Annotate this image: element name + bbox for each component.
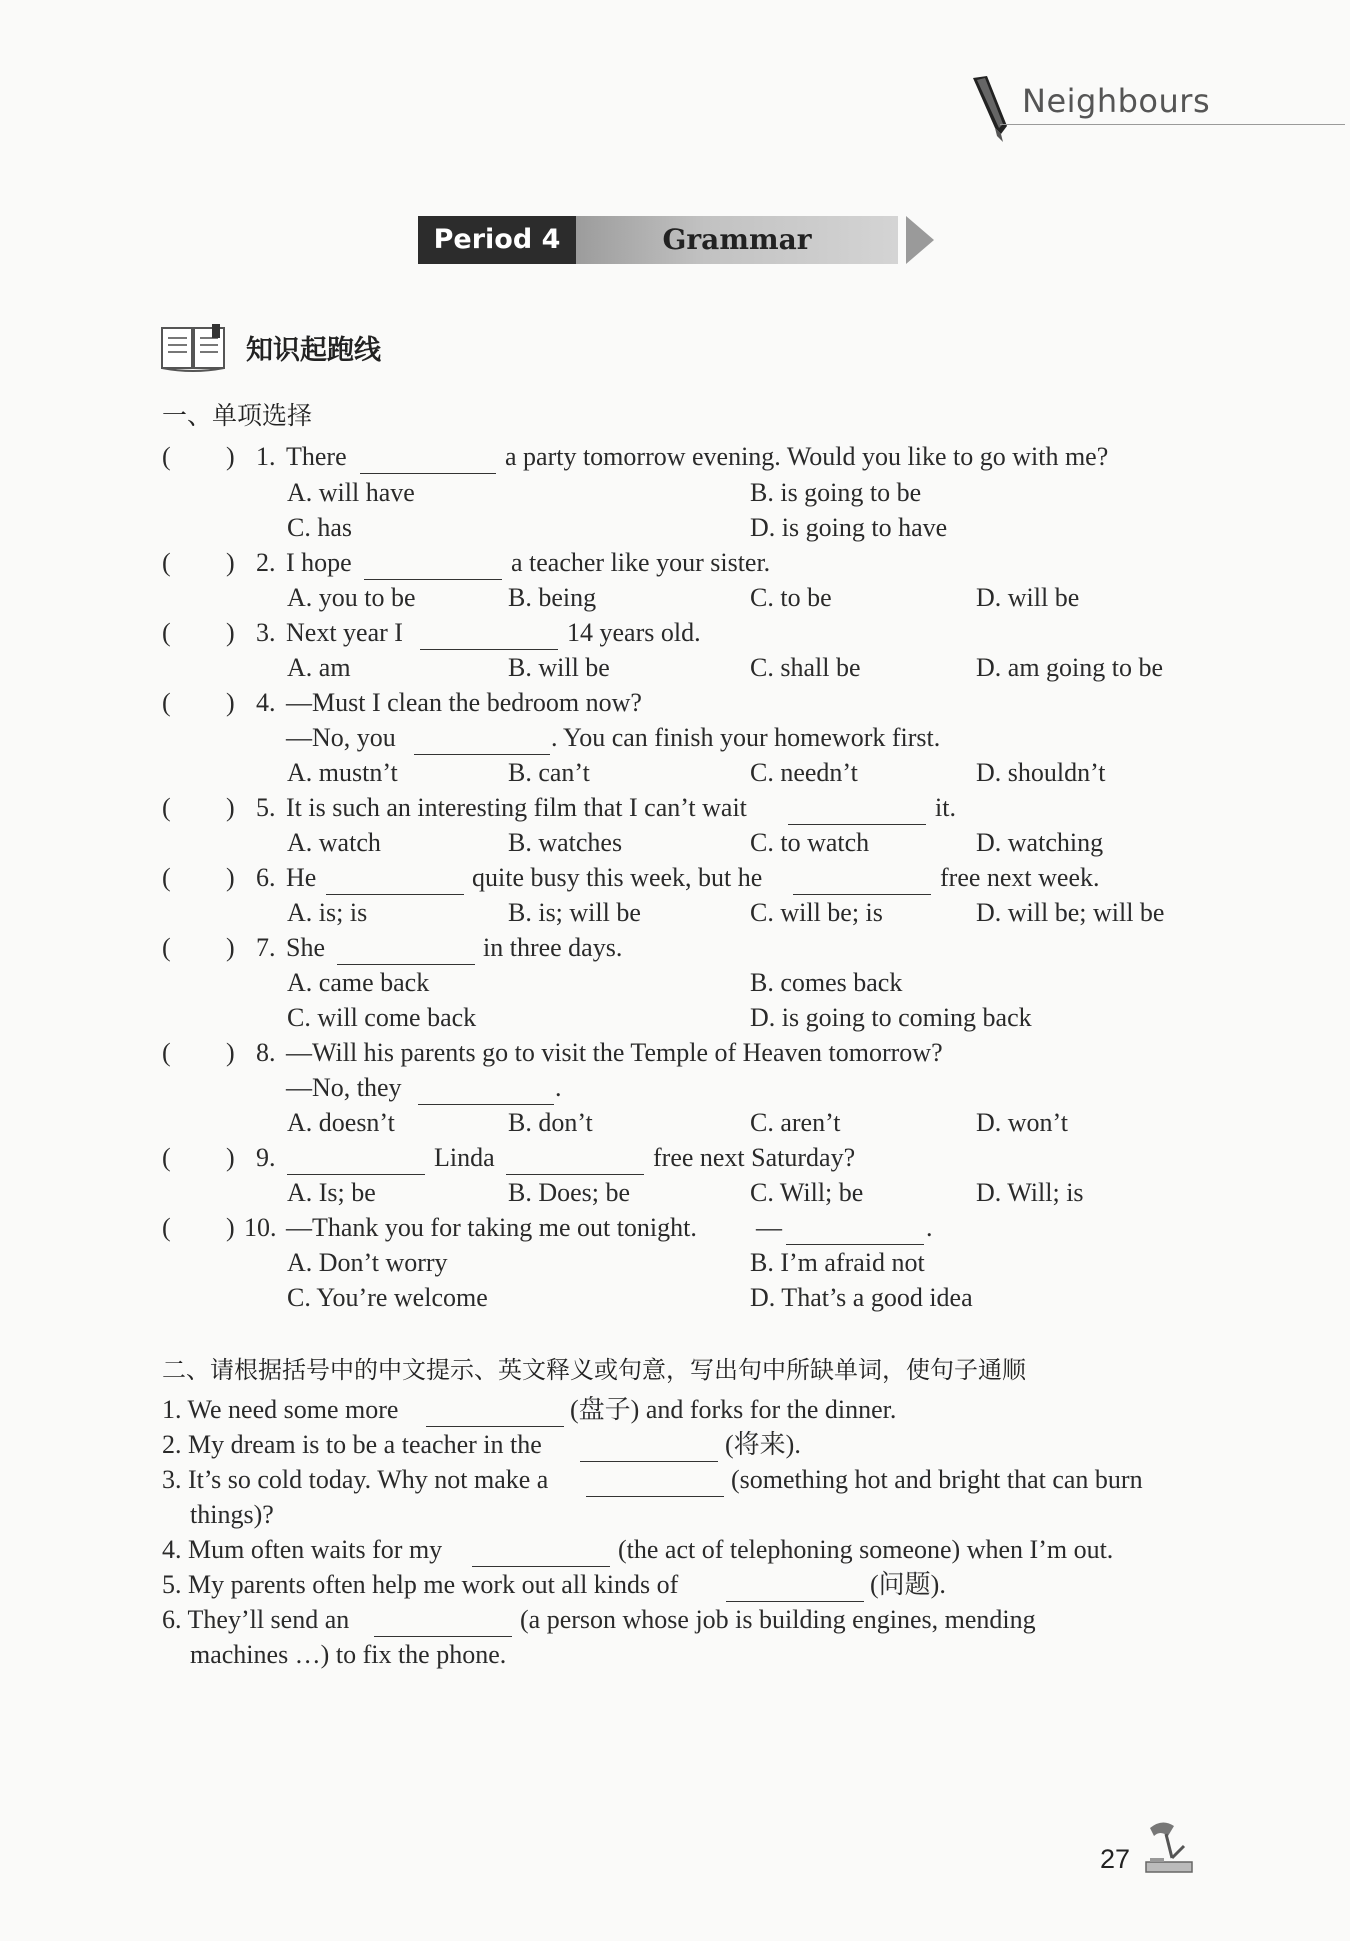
fill-text: 6. They’ll send an bbox=[162, 1605, 350, 1634]
question-number: 9. bbox=[256, 1143, 276, 1172]
answer-paren-open: ( bbox=[162, 1213, 171, 1242]
option-c: C. to watch bbox=[750, 828, 870, 857]
question-text: There bbox=[286, 442, 347, 471]
question-text: —Must I clean the bedroom now? bbox=[286, 688, 642, 717]
answer-paren-open: ( bbox=[162, 1143, 171, 1172]
option-c: C. to be bbox=[750, 583, 832, 612]
option-b: B. can’t bbox=[508, 758, 590, 787]
option-c: C. needn’t bbox=[750, 758, 858, 787]
question-text: He bbox=[286, 863, 317, 892]
question-text: —No, they bbox=[286, 1073, 402, 1102]
fill-text: (问题). bbox=[870, 1570, 946, 1599]
answer-paren-open: ( bbox=[162, 933, 171, 962]
option-b: B. comes back bbox=[750, 968, 903, 997]
fill-text: 2. My dream is to be a teacher in the bbox=[162, 1430, 542, 1459]
fill-text: (a person whose job is building engines, mending bbox=[520, 1605, 1036, 1634]
option-b: B. I’m afraid not bbox=[750, 1248, 925, 1277]
chapter-title: Neighbours bbox=[1022, 82, 1211, 120]
option-d: D. won’t bbox=[976, 1108, 1068, 1137]
question-text: a teacher like your sister. bbox=[511, 548, 771, 577]
answer-blank[interactable] bbox=[374, 1635, 512, 1637]
question-number: 6. bbox=[256, 863, 276, 892]
option-b: B. Does; be bbox=[508, 1178, 631, 1207]
question-text: free next week. bbox=[940, 863, 1100, 892]
answer-blank[interactable] bbox=[726, 1600, 864, 1602]
answer-blank[interactable] bbox=[420, 648, 558, 650]
option-d: D. That’s a good idea bbox=[750, 1283, 973, 1312]
answer-paren-close: ) bbox=[226, 1038, 235, 1067]
answer-blank[interactable] bbox=[364, 578, 502, 580]
fill-text: 5. My parents often help me work out all kinds of bbox=[162, 1570, 679, 1599]
answer-blank[interactable] bbox=[326, 893, 464, 895]
answer-paren-close: ) bbox=[226, 863, 235, 892]
option-a: A. Is; be bbox=[287, 1178, 376, 1207]
answer-blank[interactable] bbox=[793, 893, 931, 895]
answer-blank[interactable] bbox=[580, 1460, 718, 1462]
option-d: D. shouldn’t bbox=[976, 758, 1106, 787]
option-a: A. am bbox=[287, 653, 351, 682]
answer-blank[interactable] bbox=[287, 1173, 425, 1175]
fill-text: (盘子) and forks for the dinner. bbox=[570, 1395, 897, 1424]
fill-text: 4. Mum often waits for my bbox=[162, 1535, 443, 1564]
answer-paren-close: ) bbox=[226, 442, 235, 471]
option-b: B. don’t bbox=[508, 1108, 593, 1137]
question-text: . You can finish your homework first. bbox=[551, 723, 941, 752]
question-text: —Thank you for taking me out tonight. bbox=[286, 1213, 697, 1242]
question-text: I hope bbox=[286, 548, 352, 577]
option-d: D. am going to be bbox=[976, 653, 1164, 682]
answer-blank[interactable] bbox=[414, 753, 550, 755]
option-d: D. will be; will be bbox=[976, 898, 1165, 927]
fill-text: 3. It’s so cold today. Why not make a bbox=[162, 1465, 549, 1494]
question-text: it. bbox=[935, 793, 956, 822]
answer-blank[interactable] bbox=[360, 472, 496, 474]
question-text: Next year I bbox=[286, 618, 403, 647]
book-icon bbox=[160, 322, 228, 374]
question-text: —Will his parents go to visit the Temple of Heaven tomorrow? bbox=[286, 1038, 943, 1067]
answer-paren-open: ( bbox=[162, 688, 171, 717]
answer-blank[interactable] bbox=[426, 1425, 564, 1427]
answer-paren-close: ) bbox=[226, 1213, 235, 1242]
option-d: D. is going to coming back bbox=[750, 1003, 1032, 1032]
question-text: quite busy this week, but he bbox=[472, 863, 763, 892]
question-text: Linda bbox=[434, 1143, 495, 1172]
question-text: 14 years old. bbox=[567, 618, 701, 647]
option-a: A. came back bbox=[287, 968, 430, 997]
answer-paren-open: ( bbox=[162, 618, 171, 647]
part1-title: 一、单项选择 bbox=[162, 401, 313, 430]
option-d: D. watching bbox=[976, 828, 1104, 857]
option-a: A. doesn’t bbox=[287, 1108, 395, 1137]
question-number: 8. bbox=[256, 1038, 276, 1067]
option-b: B. being bbox=[508, 583, 597, 612]
option-c: C. aren’t bbox=[750, 1108, 841, 1137]
question-number: 4. bbox=[256, 688, 276, 717]
option-d: D. will be bbox=[976, 583, 1080, 612]
fill-text: (something hot and bright that can burn bbox=[731, 1465, 1143, 1494]
fill-text: 1. We need some more bbox=[162, 1395, 399, 1424]
answer-blank[interactable] bbox=[472, 1565, 610, 1567]
option-c: C. You’re welcome bbox=[287, 1283, 488, 1312]
answer-blank[interactable] bbox=[586, 1495, 724, 1497]
question-number: 3. bbox=[256, 618, 276, 647]
option-c: C. will be; is bbox=[750, 898, 883, 927]
header-rule bbox=[1000, 124, 1345, 125]
answer-paren-close: ) bbox=[226, 548, 235, 577]
period-banner bbox=[418, 216, 938, 264]
fill-text: (将来). bbox=[725, 1430, 801, 1459]
desk-lamp-icon bbox=[1140, 1818, 1196, 1878]
option-d: D. is going to have bbox=[750, 513, 948, 542]
question-number: 1. bbox=[256, 442, 276, 471]
question-text: —No, you bbox=[286, 723, 396, 752]
answer-blank[interactable] bbox=[788, 823, 926, 825]
question-number: 5. bbox=[256, 793, 276, 822]
question-number: 2. bbox=[256, 548, 276, 577]
question-text: . bbox=[555, 1073, 562, 1102]
option-b: B. watches bbox=[508, 828, 623, 857]
fill-text: machines …) to fix the phone. bbox=[190, 1640, 507, 1669]
section-title: 知识起跑线 bbox=[246, 335, 381, 366]
answer-paren-open: ( bbox=[162, 793, 171, 822]
question-text: . bbox=[926, 1213, 933, 1242]
option-a: A. watch bbox=[287, 828, 381, 857]
question-text: She bbox=[286, 933, 325, 962]
question-text: free next Saturday? bbox=[653, 1143, 856, 1172]
question-text: a party tomorrow evening. Would you like to go with me? bbox=[505, 442, 1109, 471]
period-topic: Grammar bbox=[576, 216, 898, 264]
option-d: D. Will; is bbox=[976, 1178, 1084, 1207]
fill-text: things)? bbox=[190, 1500, 274, 1529]
option-a: A. Don’t worry bbox=[287, 1248, 448, 1277]
part2-title: 二、请根据括号中的中文提示、英文释义或句意，写出句中所缺单词，使句子通顺 bbox=[162, 1356, 1026, 1384]
option-c: C. shall be bbox=[750, 653, 861, 682]
option-c: C. Will; be bbox=[750, 1178, 864, 1207]
option-a: A. mustn’t bbox=[287, 758, 398, 787]
question-number: 10. bbox=[244, 1213, 277, 1242]
question-text: — bbox=[756, 1213, 782, 1242]
answer-paren-open: ( bbox=[162, 863, 171, 892]
answer-paren-open: ( bbox=[162, 548, 171, 577]
option-b: B. is; will be bbox=[508, 898, 641, 927]
answer-paren-close: ) bbox=[226, 1143, 235, 1172]
banner-arrow-icon bbox=[906, 216, 934, 264]
option-b: B. will be bbox=[508, 653, 610, 682]
pencil-icon bbox=[965, 74, 1013, 144]
option-c: C. will come back bbox=[287, 1003, 477, 1032]
question-text: It is such an interesting film that I can’t wait bbox=[286, 793, 747, 822]
question-text: in three days. bbox=[483, 933, 623, 962]
answer-blank[interactable] bbox=[418, 1103, 554, 1105]
period-label: Period 4 bbox=[418, 216, 576, 264]
answer-blank[interactable] bbox=[337, 963, 475, 965]
answer-paren-close: ) bbox=[226, 618, 235, 647]
question-number: 7. bbox=[256, 933, 276, 962]
answer-blank[interactable] bbox=[786, 1243, 924, 1245]
page-number: 27 bbox=[1100, 1844, 1131, 1874]
fill-text: (the act of telephoning someone) when I’m out. bbox=[618, 1535, 1114, 1564]
answer-paren-open: ( bbox=[162, 1038, 171, 1067]
answer-paren-close: ) bbox=[226, 688, 235, 717]
answer-blank[interactable] bbox=[506, 1173, 644, 1175]
option-a: A. will have bbox=[287, 478, 415, 507]
option-a: A. you to be bbox=[287, 583, 416, 612]
answer-paren-open: ( bbox=[162, 442, 171, 471]
option-a: A. is; is bbox=[287, 898, 368, 927]
option-c: C. has bbox=[287, 513, 352, 542]
answer-paren-close: ) bbox=[226, 793, 235, 822]
option-b: B. is going to be bbox=[750, 478, 922, 507]
answer-paren-close: ) bbox=[226, 933, 235, 962]
